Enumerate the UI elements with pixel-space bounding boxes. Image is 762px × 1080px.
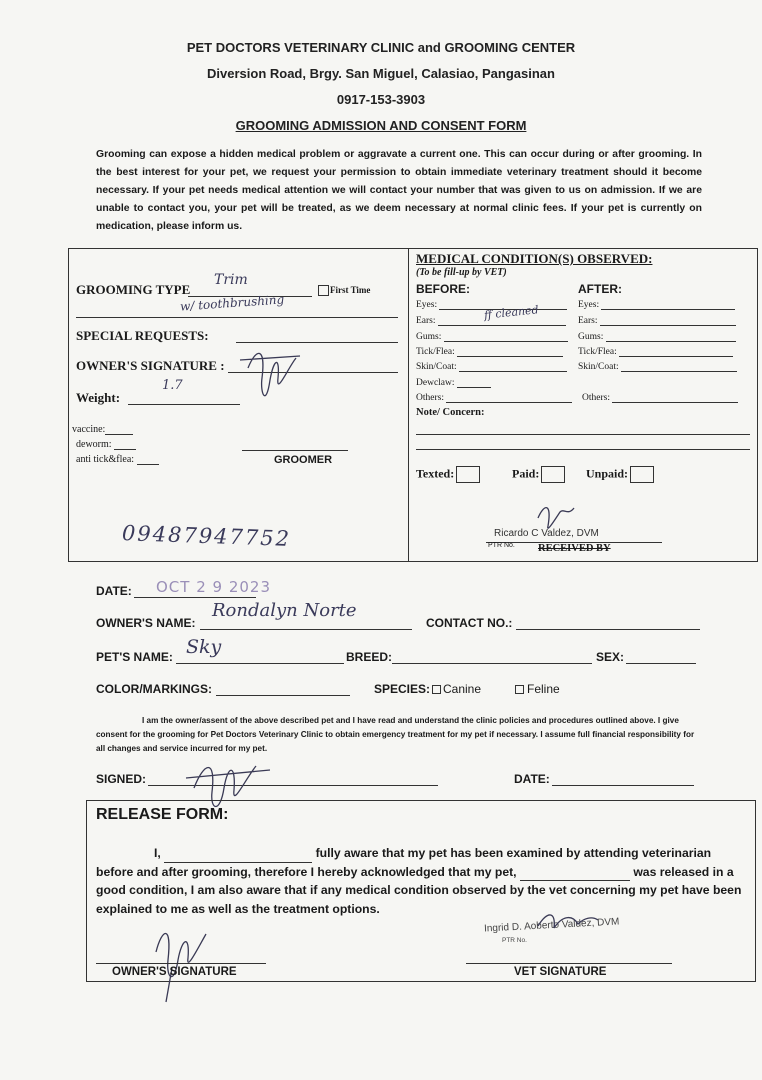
note-line-2[interactable]	[416, 437, 750, 450]
owner-sig-line[interactable]	[96, 951, 266, 964]
breed-label: BREED:	[346, 650, 393, 664]
contact-line[interactable]	[516, 617, 700, 630]
note-label: Note/ Concern:	[416, 407, 485, 418]
breed-line[interactable]	[392, 651, 592, 664]
note-line-1[interactable]	[416, 422, 750, 435]
groomer-label: GROOMER	[274, 454, 333, 466]
ears-before-value: ff cleaned	[483, 303, 540, 322]
gums-after: Gums:	[578, 332, 736, 342]
box-divider	[408, 248, 409, 561]
consent-paragraph: I am the owner/assent of the above described pet and I have read and understand the clinic policies and procedures outlined above. I give consent for the grooming for Pet Doctors Veterinary Clinic to obtain emergency treatment for my pet if necessary. I assume full financial responsibility for all changes and service incurred for my pet.	[96, 716, 695, 753]
release-paragraph: I, fully aware that my pet has been examined by attending veterinarian before and after grooming, therefore I hereby acknowledged that my pet, was released in a good condition, I am also aware that if any medical condition observed by the vet concerning my pet have been explained to me as well as the treatment options.	[96, 846, 742, 916]
release-owner-line[interactable]	[164, 850, 312, 863]
unpaid-checkbox[interactable]	[630, 466, 654, 483]
others-after: Others:	[582, 393, 738, 403]
groomer-line[interactable]	[242, 438, 348, 451]
deworm-label: deworm:	[76, 439, 136, 450]
canine-checkbox[interactable]	[432, 685, 441, 694]
owner-name-value: Rondalyn Norte	[212, 600, 357, 621]
release-ptr-label: PTR No.	[502, 937, 527, 944]
sex-line[interactable]	[626, 651, 696, 664]
special-requests-label: SPECIAL REQUESTS:	[76, 328, 209, 343]
vet-name: Ricardo C Valdez, DVM	[494, 528, 599, 539]
handwritten-phone: 09487947752	[121, 521, 292, 551]
grooming-type-label: GROOMING TYPE	[76, 282, 191, 297]
weight-value: 1.7	[162, 378, 183, 393]
grooming-type-value-2: w/ toothbrushing	[179, 292, 285, 314]
canine-label: Canine	[443, 682, 482, 696]
medical-title: MEDICAL CONDITION(S) OBSERVED:	[416, 251, 653, 266]
vet-stamp: Ingrid D. Aoberto Valdez, DVM	[483, 916, 620, 935]
skin-after: Skin/Coat:	[578, 362, 737, 372]
others-before: Others:	[416, 393, 572, 403]
intro-paragraph: Grooming can expose a hidden medical problem or aggravate a current one. This can occur during or after grooming. In the best interest for your pet, we request your permission to obtain immediate veterinary treatment should it become necessary. If your pet needs medical attention we will contact your number that was given to us on admission. If we are unable to contact you, your pet will be treated, as we deem necessary at normal clinic fees. If your pet is currently on medication, please inform us.	[96, 149, 702, 232]
pet-name-value: Sky	[186, 636, 222, 658]
received-by-label: RECEIVED BY	[538, 543, 611, 554]
skin-before: Skin/Coat:	[416, 362, 567, 372]
dewclaw-before: Dewclaw:	[416, 378, 491, 388]
signed-label: SIGNED:	[96, 772, 147, 786]
tick-after: Tick/Flea:	[578, 347, 733, 357]
owner-name-label: OWNER'S NAME:	[96, 616, 196, 630]
date-stamp: OCT 2 9 2023	[156, 578, 272, 596]
owner-signature-mark	[236, 338, 306, 410]
vaccine-label: vaccine:	[72, 424, 133, 435]
vet-sig-mark	[532, 906, 602, 936]
grooming-type-value: Trim	[214, 272, 248, 288]
unpaid-field: Unpaid:	[586, 466, 654, 483]
clinic-name: PET DOCTORS VETERINARY CLINIC and GROOMING CENTER	[186, 40, 576, 55]
first-time-checkbox[interactable]	[318, 285, 329, 296]
color-line[interactable]	[216, 683, 350, 696]
after-label: AFTER:	[578, 282, 622, 296]
date2-line[interactable]	[552, 773, 694, 786]
eyes-after: Eyes:	[578, 300, 735, 310]
form-title: GROOMING ADMISSION AND CONSENT FORM	[235, 118, 527, 133]
gums-before: Gums:	[416, 332, 568, 342]
before-label: BEFORE:	[416, 282, 470, 296]
owner-sig-label: OWNER'S SIGNATURE	[112, 966, 237, 978]
pet-name-label: PET'S NAME:	[96, 650, 173, 664]
owner-signature-label: OWNER'S SIGNATURE :	[76, 358, 225, 373]
vet-sig-label: VET SIGNATURE	[514, 966, 607, 978]
clinic-address: Diversion Road, Brgy. San Miguel, Calasiao, Pangasinan	[207, 66, 555, 81]
sex-label: SEX:	[596, 650, 625, 664]
release-title: RELEASE FORM:	[96, 806, 229, 823]
color-label: COLOR/MARKINGS:	[96, 682, 212, 696]
paid-checkbox[interactable]	[541, 466, 565, 483]
medical-subtitle: (To be fill-up by VET)	[416, 267, 507, 278]
paid-field: Paid:	[512, 466, 565, 483]
release-pet-line[interactable]	[520, 868, 630, 881]
weight-line[interactable]	[128, 392, 240, 405]
feline-label: Feline	[527, 682, 560, 696]
ears-before: Ears:	[416, 316, 566, 326]
texted-checkbox[interactable]	[456, 466, 480, 483]
weight-label: Weight:	[76, 390, 121, 405]
eyes-before: Eyes:	[416, 300, 567, 310]
date2-label: DATE:	[514, 772, 550, 786]
contact-label: CONTACT NO.:	[426, 616, 513, 630]
first-time-label: First Time	[330, 285, 371, 295]
species-label: SPECIES:	[374, 682, 431, 696]
anti-tick-label: anti tick&flea:	[76, 454, 159, 465]
feline-checkbox[interactable]	[515, 685, 524, 694]
tick-before: Tick/Flea:	[416, 347, 563, 357]
ptr-label: PTR No.	[488, 542, 515, 549]
date-label: DATE:	[96, 584, 132, 598]
texted-field: Texted:	[416, 466, 480, 483]
vet-sig-line[interactable]	[466, 951, 672, 964]
ears-after: Ears:	[578, 316, 736, 326]
clinic-phone: 0917-153-3903	[336, 92, 426, 107]
